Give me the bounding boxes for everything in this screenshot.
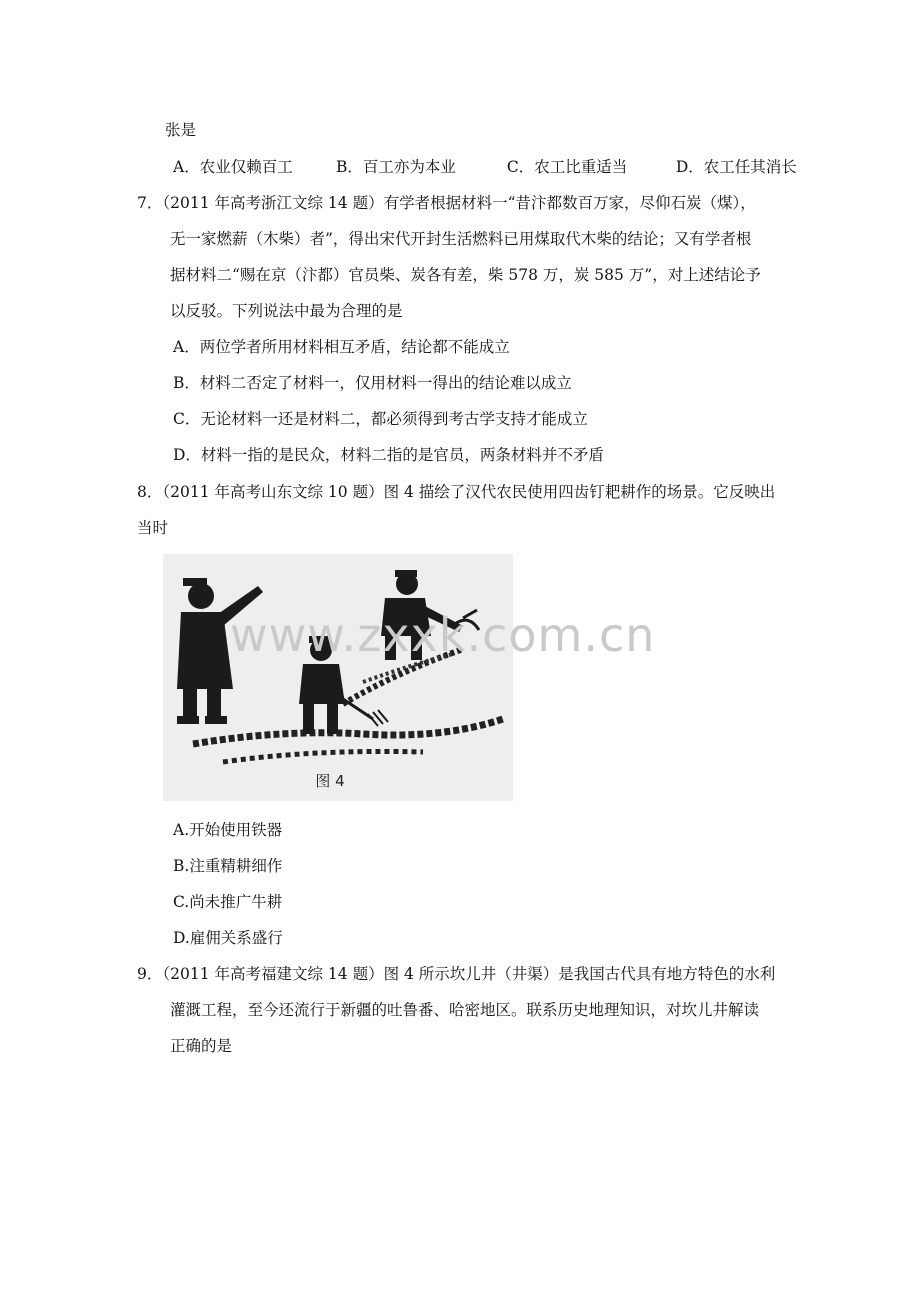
q7-option-a: A．两位学者所用材料相互矛盾，结论都不能成立 xyxy=(173,338,510,356)
q7-stem-line-3: 据材料二“赐在京（汴都）官员柴、炭各有差，柴 578 万，炭 585 万”，对上述结论予 xyxy=(170,266,761,284)
q8-stem-line-1: 8．（2011 年高考山东文综 10 题）图 4 描绘了汉代农民使用四齿钉耙耕作的场景。它反映出 xyxy=(137,483,776,501)
q8-figure-farming-scene xyxy=(163,554,513,801)
q7-stem-line-2: 无一家燃薪（木柴）者”，得出宋代开封生活燃料已用煤取代木柴的结论；又有学者根 xyxy=(170,230,752,248)
farming-scene-illustration xyxy=(163,554,513,801)
q7-stem-line-4: 以反驳。下列说法中最为合理的是 xyxy=(170,302,403,320)
q6-option-b: B．百工亦为本业 xyxy=(335,158,456,176)
q8-stem-line-2: 当时 xyxy=(137,519,169,537)
q8-option-c: C.尚未推广牛耕 xyxy=(173,893,283,911)
q8-figure-caption: 图 4 xyxy=(315,772,345,790)
q6-option-d: D．农工任其消长 xyxy=(675,158,797,176)
q7-option-c: C．无论材料一还是材料二，都必须得到考古学支持才能成立 xyxy=(173,410,588,428)
q8-option-b: B.注重精耕细作 xyxy=(173,857,283,875)
q9-stem-line-2: 灌溉工程，至今还流行于新疆的吐鲁番、哈密地区。联系历史地理知识，对坎儿井解读 xyxy=(170,1001,760,1019)
q7-stem-line-1: 7．（2011 年高考浙江文综 14 题）有学者根据材料一“昔汴都数百万家，尽仰石炭（煤）， xyxy=(137,194,756,212)
q8-option-a: A.开始使用铁器 xyxy=(173,821,283,839)
q8-option-d: D.雇佣关系盛行 xyxy=(173,929,283,947)
q6-options xyxy=(173,157,797,177)
q6-option-c: C．农工比重适当 xyxy=(506,158,628,176)
q7-option-b: B．材料二否定了材料一，仅用材料一得出的结论难以成立 xyxy=(173,374,572,392)
q7-option-d: D．材料一指的是民众，材料二指的是官员，两条材料并不矛盾 xyxy=(173,446,604,464)
q6-option-a: A．农业仅赖百工 xyxy=(173,158,293,176)
q9-stem-line-3: 正确的是 xyxy=(170,1037,233,1055)
q9-stem-line-1: 9．（2011 年高考福建文综 14 题）图 4 所示坎儿井（井渠）是我国古代具有地方特色的水利 xyxy=(137,965,776,983)
q6-stem-continuation: 张是 xyxy=(165,121,197,139)
watermark-text: www.zxxk.com.cn xyxy=(230,608,656,662)
